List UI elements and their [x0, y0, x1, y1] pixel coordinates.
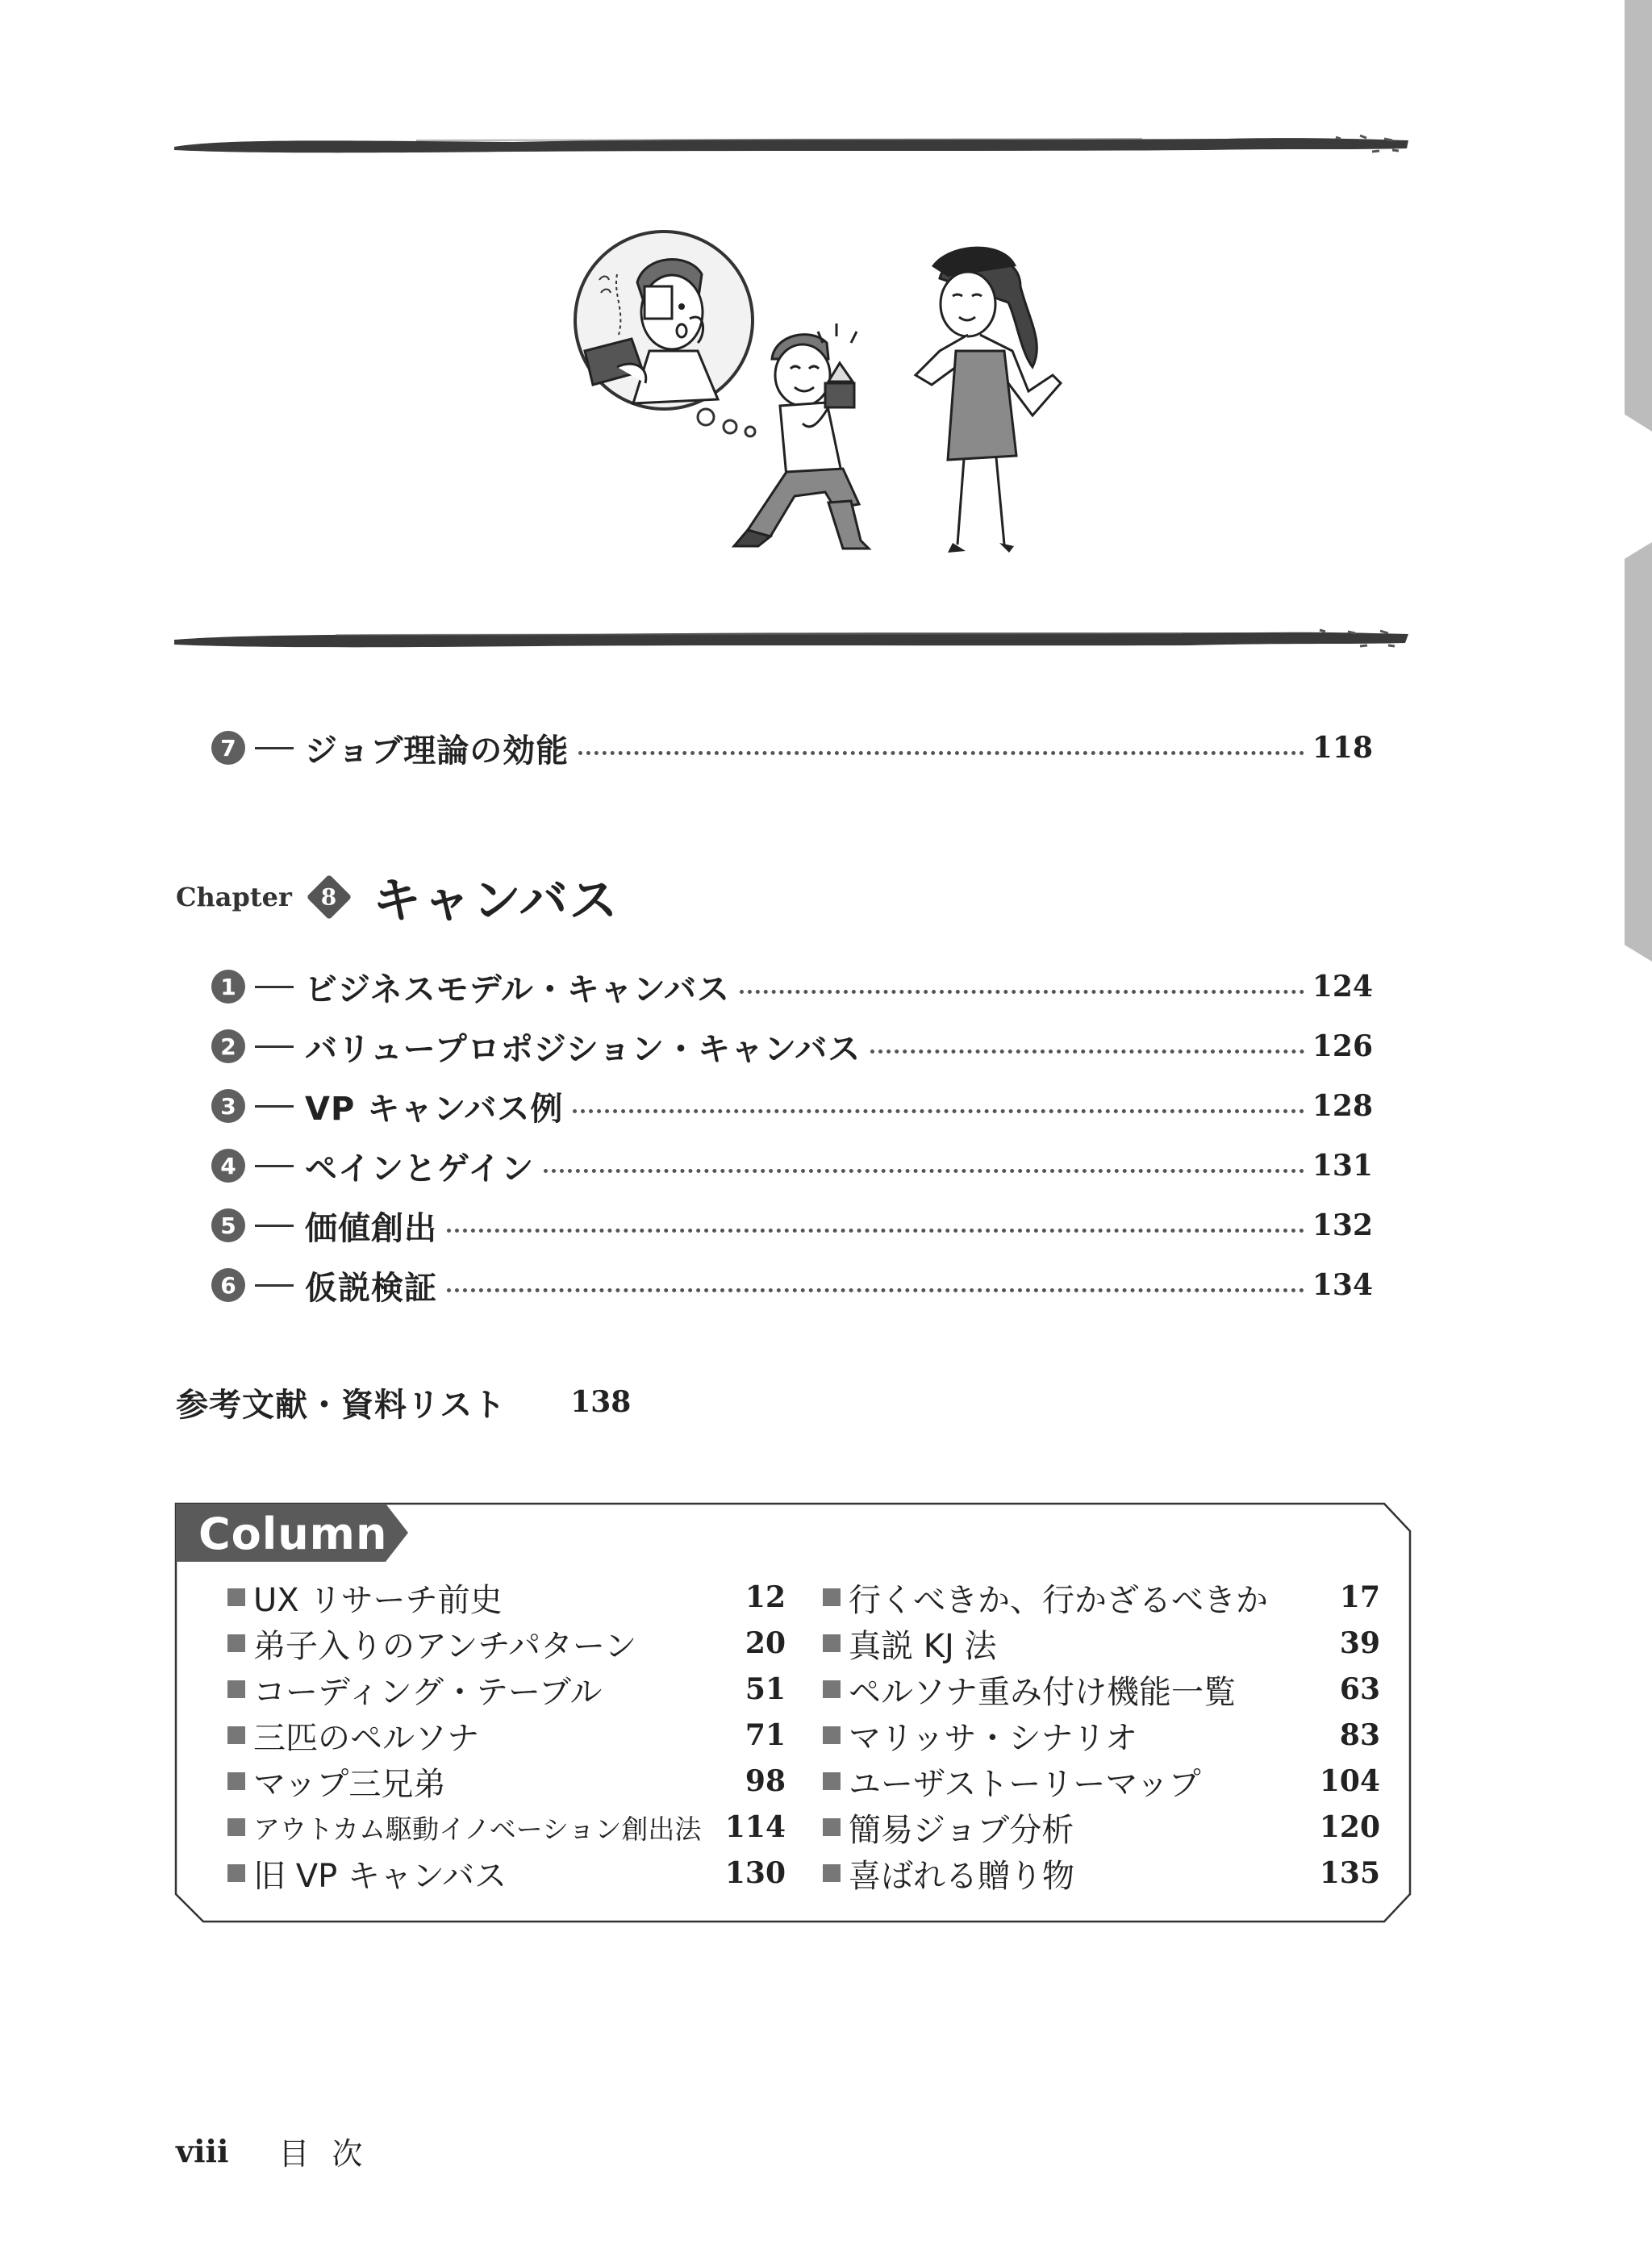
column-item-title: 三匹のペルソナ	[253, 1719, 479, 1757]
square-bullet-icon	[823, 1818, 841, 1836]
column-item-page: 98	[745, 1764, 786, 1798]
column-item[interactable]	[823, 1621, 996, 1666]
dot-leader	[578, 751, 1304, 755]
toc-entry[interactable]	[211, 1022, 1373, 1070]
toc-entry-title: VP キャンバス例	[305, 1090, 564, 1128]
column-item-page: 39	[1339, 1626, 1380, 1660]
square-bullet-icon	[823, 1634, 841, 1652]
section-number-badge: 4	[211, 1149, 245, 1183]
references-title: 参考文献・資料リスト	[176, 1386, 507, 1424]
section-number-badge: 7	[211, 731, 245, 765]
section-number-badge: 6	[211, 1268, 245, 1302]
footer-page-number: viii	[176, 2132, 229, 2169]
chapter-number: 8	[321, 883, 337, 911]
toc-page-number: 124	[1312, 970, 1373, 1004]
dot-leader	[447, 1288, 1304, 1292]
section-number-badge: 2	[211, 1029, 245, 1063]
square-bullet-icon	[227, 1726, 245, 1744]
column-item-page: 83	[1339, 1718, 1380, 1752]
dash-separator	[255, 1165, 294, 1167]
column-item[interactable]	[227, 1759, 445, 1804]
column-item-title: 弟子入りのアンチパターン	[253, 1627, 637, 1665]
column-item-title: 簡易ジョブ分析	[849, 1811, 1074, 1849]
toc-entry[interactable]	[211, 1201, 1373, 1250]
chapter-title: キャンバス	[372, 873, 620, 929]
toc-page-number: 134	[1312, 1268, 1373, 1302]
square-bullet-icon	[823, 1680, 841, 1698]
toc-entry[interactable]	[211, 1082, 1373, 1130]
column-box	[174, 1502, 1412, 1923]
dash-separator	[255, 1225, 294, 1227]
dot-leader	[447, 1229, 1304, 1233]
square-bullet-icon	[227, 1634, 245, 1652]
square-bullet-icon	[823, 1588, 841, 1606]
toc-page-number: 131	[1312, 1149, 1373, 1183]
dot-leader	[544, 1169, 1304, 1173]
column-item[interactable]	[227, 1667, 602, 1712]
chapter-heading[interactable]	[176, 865, 620, 929]
column-item-title: 旧 VP キャンバス	[253, 1857, 507, 1895]
column-item-title: マップ三兄弟	[253, 1765, 446, 1803]
toc-entry-title: バリュープロポジション・キャンバス	[305, 1030, 861, 1068]
column-item[interactable]	[227, 1713, 479, 1758]
column-item-page: 135	[1319, 1856, 1380, 1890]
column-item-page: 130	[724, 1856, 786, 1890]
chapter-number-diamond	[307, 874, 353, 920]
square-bullet-icon	[823, 1772, 841, 1790]
dash-separator	[255, 1284, 294, 1287]
toc-page-number: 126	[1312, 1029, 1373, 1063]
square-bullet-icon	[227, 1772, 245, 1790]
page-footer	[176, 2126, 385, 2175]
thumb-tab-upper	[1625, 0, 1652, 432]
thumb-tab-lower	[1625, 542, 1652, 962]
column-item-title: UX リサーチ前史	[253, 1581, 503, 1619]
toc-page-number: 118	[1312, 731, 1373, 765]
footer-section-label: 目次	[278, 2135, 386, 2172]
column-item-page: 114	[724, 1810, 786, 1844]
toc-entry[interactable]	[211, 1141, 1373, 1190]
toc-entry-title: 仮説検証	[305, 1269, 437, 1307]
toc-entry[interactable]	[211, 962, 1373, 1011]
toc-entry[interactable]	[211, 724, 1373, 772]
dash-separator	[255, 747, 294, 749]
column-item-title: ユーザストーリーマップ	[849, 1765, 1201, 1803]
column-item-title: 真説 KJ 法	[849, 1627, 997, 1665]
brush-divider-top	[174, 129, 1408, 161]
column-item-page: 20	[745, 1626, 786, 1660]
dot-leader	[573, 1109, 1304, 1113]
square-bullet-icon	[823, 1864, 841, 1882]
column-item[interactable]	[227, 1851, 507, 1896]
column-item[interactable]	[823, 1759, 1201, 1804]
references-page-number: 138	[570, 1385, 632, 1419]
dot-leader	[740, 990, 1304, 994]
toc-entry[interactable]	[211, 1261, 1373, 1309]
brush-divider-bottom	[174, 624, 1408, 656]
toc-page-number: 132	[1312, 1208, 1373, 1242]
dot-leader	[870, 1050, 1304, 1054]
square-bullet-icon	[227, 1680, 245, 1698]
dash-separator	[255, 1045, 294, 1048]
column-item[interactable]	[227, 1805, 701, 1850]
toc-page-number: 128	[1312, 1089, 1373, 1123]
toc-entry-title: 価値創出	[305, 1209, 437, 1247]
column-item-page: 17	[1339, 1580, 1380, 1614]
square-bullet-icon	[227, 1588, 245, 1606]
dash-separator	[255, 986, 294, 988]
square-bullet-icon	[227, 1864, 245, 1882]
column-item-title: 喜ばれる贈り物	[849, 1857, 1074, 1895]
dash-separator	[255, 1105, 294, 1108]
column-item[interactable]	[823, 1575, 1268, 1620]
section-number-badge: 3	[211, 1089, 245, 1123]
column-item-title: 行くべきか、行かざるべきか	[849, 1581, 1268, 1619]
proposal-illustration	[569, 230, 1101, 569]
column-item-title: コーディング・テーブル	[253, 1673, 603, 1711]
column-item[interactable]	[227, 1621, 636, 1666]
toc-entry-title: ジョブ理論の効能	[305, 732, 569, 770]
column-label: Column	[198, 1509, 388, 1559]
square-bullet-icon	[227, 1818, 245, 1836]
square-bullet-icon	[823, 1726, 841, 1744]
column-item-page: 63	[1339, 1672, 1380, 1706]
section-number-badge: 5	[211, 1208, 245, 1242]
column-item-title: アウトカム駆動イノベーション創出法	[253, 1813, 702, 1845]
column-item[interactable]	[227, 1575, 503, 1620]
column-item-page: 104	[1319, 1764, 1380, 1798]
column-item-title: マリッサ・シナリオ	[849, 1719, 1137, 1757]
chapter-label: Chapter	[176, 882, 292, 912]
references-entry[interactable]	[176, 1378, 631, 1426]
column-item[interactable]	[823, 1667, 1236, 1712]
column-item-page: 71	[745, 1718, 786, 1752]
column-item[interactable]	[823, 1805, 1074, 1850]
toc-entry-title: ビジネスモデル・キャンバス	[305, 970, 730, 1008]
toc-entry-title: ペインとゲイン	[305, 1150, 535, 1187]
column-item[interactable]	[823, 1851, 1074, 1896]
section-number-badge: 1	[211, 970, 245, 1004]
column-item-page: 51	[745, 1672, 786, 1706]
column-item-page: 120	[1319, 1810, 1380, 1844]
column-item-title: ペルソナ重み付け機能一覧	[849, 1673, 1236, 1711]
column-item-page: 12	[745, 1580, 786, 1614]
column-item[interactable]	[823, 1713, 1137, 1758]
